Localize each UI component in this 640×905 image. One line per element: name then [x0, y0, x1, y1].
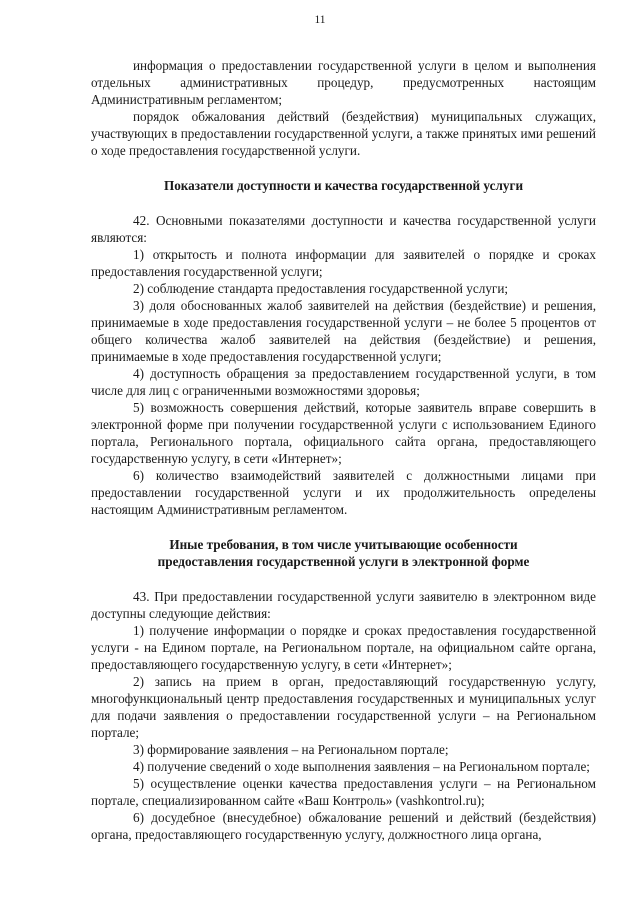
- clause-43-lead: 43. При предоставлении государственной услуги заявителю в электронном виде доступны следующие действия:: [91, 589, 596, 621]
- page-number: 11: [314, 14, 326, 26]
- clause-42-item: 4) доступность обращения за предоставлением государственной услуги, в том числе для лиц с ограниченными возможностями здоровья;: [91, 366, 596, 398]
- clause-42-item: 6) количество взаимодействий заявителей с должностными лицами при предоставлении государственной услуги и их продолжительность определены настоящим Административным регламентом.: [91, 468, 596, 517]
- clause-43-item: 1) получение информации о порядке и сроках предоставления государственной услуги - на Едином портале, на Региональном портале, на официальном сайте органа, предоставляющего государственную услугу, в сети «Интернет»;: [91, 623, 596, 672]
- intro-paragraph: информация о предоставлении государственной услуги в целом и выполнения отдельных административных процедур, предусмотренных настоящим Административным регламентом;: [91, 58, 596, 107]
- clause-43-item: 3) формирование заявления – на Региональном портале;: [133, 742, 449, 757]
- clause-42-item: 5) возможность совершения действий, которые заявитель вправе совершить в электронной форме при получении государственной услуги с использованием Единого портала, Регионального портала, официального сайта органа, предоставляющего государственную услугу, в сети «Интернет»;: [91, 400, 596, 466]
- clause-43-item: 4) получение сведений о ходе выполнения заявления – на Региональном портале;: [133, 759, 590, 774]
- clause-42-lead: 42. Основными показателями доступности и качества государственной услуги являются:: [91, 213, 596, 245]
- section-heading-accessibility: Показатели доступности и качества государственной услуги: [163, 178, 524, 193]
- clause-43-item: 5) осуществление оценки качества предоставления услуги – на Региональном портале, специализированном сайте «Ваш Контроль» (vashkontrol.ru);: [91, 776, 596, 808]
- document-body: [91, 57, 596, 843]
- clause-43-item: 6) досудебное (внесудебное) обжалование решений и действий (бездействия) органа, предоставляющего государственную услугу, должностного лица органа,: [91, 810, 596, 842]
- section-heading-electronic-line1: Иные требования, в том числе учитывающие особенности: [169, 537, 518, 552]
- section-heading-electronic-line2: предоставления государственной услуги в электронной форме: [157, 554, 530, 569]
- clause-43-item: 2) запись на прием в орган, предоставляющий государственную услугу, многофункциональный центр предоставления государственных и муниципальных услуг для подачи заявления о предоставлении государственной услуги – на Региональном портале;: [91, 674, 596, 740]
- clause-42-item: 3) доля обоснованных жалоб заявителей на действия (бездействие) и решения, принимаемые в ходе предоставления государственной услуги – не более 5 процентов от общего количества жалоб заявителей на действия (бездействие) и решения, принимаемые в ходе предоставления государственной услуги;: [91, 298, 596, 364]
- clause-42-item: 2) соблюдение стандарта предоставления государственной услуги;: [133, 281, 509, 296]
- clause-42-item: 1) открытость и полнота информации для заявителей о порядке и сроках предоставления государственной услуги;: [91, 247, 596, 279]
- intro-paragraph: порядок обжалования действий (бездействия) муниципальных служащих, участвующих в предоставлении государственной услуги, а также принятых ими решений о ходе предоставления государственной услуги.: [91, 109, 596, 158]
